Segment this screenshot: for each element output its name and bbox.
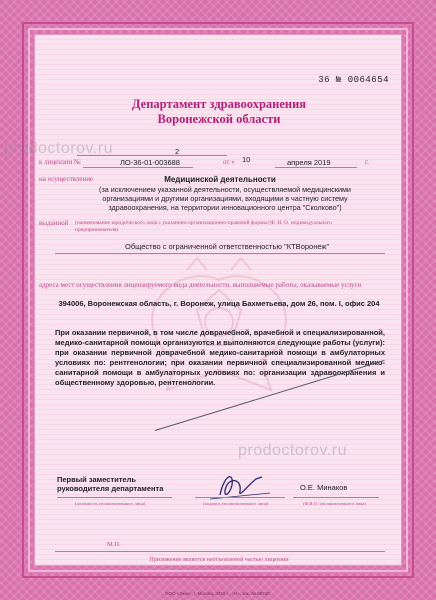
appendix-divider [55,551,385,552]
signatory-title-line2: руководителя департамента [57,484,164,493]
stamp-placeholder: М.П. [107,541,121,548]
activity-title: Медицинской деятельности [164,175,276,184]
organization-line [55,253,385,254]
issued-caption: (наименование юридического лица с указанием организационно-правовой формы (Ф. И. О. индивидуального предпринимателя) [75,220,332,233]
department-title-line1: Департамент здравоохранения [131,97,307,111]
name-line [293,497,379,498]
year-suffix: г. [365,158,369,166]
appendix-note: Приложение является неотъемлемой частью лицензии [149,557,289,563]
form-serial-number: 36 № 0064654 [318,75,389,85]
watermark-top: prodoctorov.ru [4,140,113,157]
activity-label: на осуществление [39,175,94,183]
address-label: адреса мест осуществления лицензируемого вида деятельности, выполняемые работы, оказываемые услуги [39,281,362,289]
watermark-bottom: prodoctorov.ru [238,442,347,459]
license-date-line [275,167,357,168]
name-caption: (Ф.И.О. уполномоченного лица) [303,501,366,506]
license-number: ЛО-36-01-003688 [120,158,180,167]
works-description: При оказании первичной, в том числе доврачебной, врачебной и специализированной, медико-санитарной помощи организуются и выполняются следующие работы (услуги): при оказании первичной доврачебной медико-санитарной помощи в амбулаторных условиях по: рентгенологии; при оказании первичной специализированной медико-санитарной помощи в амбулаторных условиях по: организации здравоохранения и общественному здоровью, рентгенологии. [55,328,385,387]
license-day: 10 [242,155,251,164]
document-paper [34,34,402,566]
appendix-number: 2 [175,147,180,156]
from-label: от « [223,158,235,166]
signature-caption: (подпись уполномоченного лица) [203,501,269,506]
issued-label: выданной [39,219,69,227]
position-caption: (должность уполномоченного лица) [75,501,146,506]
license-month-year: апреля 2019 [287,158,331,167]
activity-description: (за исключением указанной деятельности, осуществляемой медицинскими организациями и другими организациями, входящими в частную систему здравоохранения, на территории инновационного центра "Сколково") [99,185,351,212]
organization-name: Общество с ограниченной ответственностью "КТВоронеж" [125,242,330,251]
license-number-line [83,167,193,168]
to-license-label: к лицензии № [39,158,81,166]
printer-footer: ООО «Знак», г. Москва, 2018 г., «Н», зак. № 88746. [164,590,272,596]
signature-line [195,497,285,498]
department-title-line2: Воронежской области [157,112,281,126]
signatory-name: О.Е. Минаков [300,483,348,492]
handwritten-signature [190,465,280,505]
address-value: 394006, Воронежская область, г. Воронеж, улица Бахметьева, дом 26, пом. I, офис 204 [58,299,380,308]
position-line [57,497,172,498]
signatory-title-line1: Первый заместитель [57,475,136,484]
